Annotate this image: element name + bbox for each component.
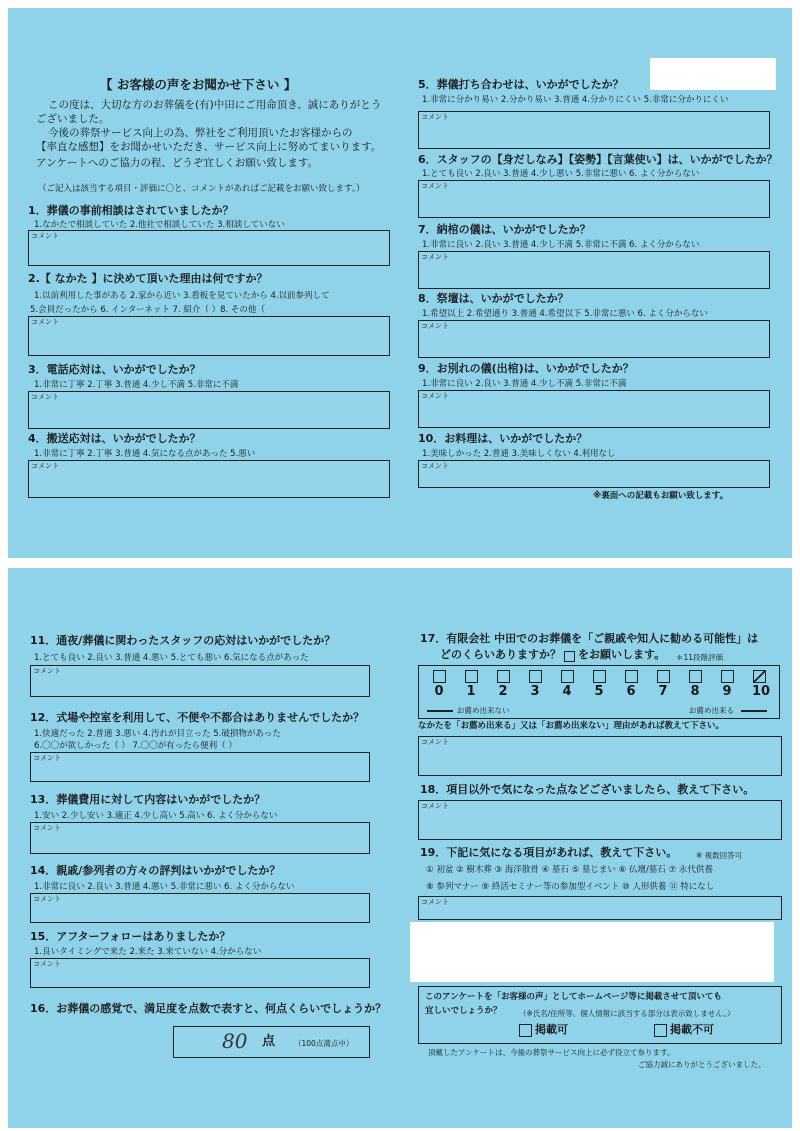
- question-7: 7．納棺の儀は、いかがでしたか？: [418, 223, 591, 236]
- comment-box[interactable]: コメント: [418, 180, 770, 218]
- nps-number-0: 0: [434, 684, 444, 699]
- nps-number-10: 10: [752, 684, 771, 699]
- consent-no-checkbox[interactable]: [654, 1024, 667, 1037]
- question-11-options: 1.とても良い 2.良い 3.普通 4.悪い 5.とても悪い 6.気になる点があった: [34, 653, 309, 663]
- nps-number-5: 5: [594, 684, 604, 699]
- nps-number-7: 7: [658, 684, 668, 699]
- consent-yes-checkbox[interactable]: [519, 1024, 532, 1037]
- q19-items: ⑧ 参列マナー ⑨ 終活セミナー等の参加型イベント ⑩ 人形供養 ⑪ 特になし: [426, 882, 715, 892]
- question-1-options: 1.なかたで相談していた 2.他社で相談していた 3.相談していない: [34, 220, 285, 230]
- survey-sheet-back: [8, 568, 792, 1128]
- nps-number-1: 1: [466, 684, 476, 699]
- right-arrow-icon: [741, 710, 767, 712]
- nps-checkbox-6[interactable]: [625, 670, 638, 683]
- question-12: 12．式場や控室を利用して、不便や不都合はありませんでしたか？: [30, 711, 365, 724]
- comment-box[interactable]: コメント: [28, 460, 390, 498]
- question-10: 10．お料理は、いかがでしたか？: [418, 432, 588, 445]
- q19-note: ※ 複数回答可: [696, 851, 743, 860]
- consent-note: （※氏名/住所等、個人情報に該当する部分は表示致しません。）: [519, 1009, 735, 1018]
- question-3: 3．電話応対は、いかがでしたか？: [28, 363, 201, 376]
- question-17: 17．有限会社 中田でのお葬儀を「ご親戚や知人に勧める可能性」は: [420, 632, 759, 645]
- footer-line: 頂戴したアンケートは、今後の葬祭サービス向上に必ず役立て参ります。: [428, 1048, 675, 1057]
- scale-note: ＊11段階評価: [676, 653, 724, 662]
- check-note: をお願いします。: [578, 648, 666, 661]
- consent-no-label: 掲載不可: [670, 1023, 714, 1036]
- comment-box[interactable]: コメント: [28, 391, 390, 429]
- question-2-options: 1.以前利用した事がある 2.家から近い 3.看板を見ていたから 4.以前参列して: [34, 291, 330, 301]
- question-4: 4．搬送応対は、いかがでしたか？: [28, 432, 201, 445]
- question-15: 15．アフターフォローはありましたか？: [30, 930, 231, 943]
- question-12-options: 1.快適だった 2.普通 3.悪い 4.汚れが目立った 5.破損物があった: [34, 729, 281, 739]
- question-11: 11．通夜/葬儀に関わったスタッフの応対はいかがでしたか？: [30, 634, 336, 647]
- nps-number-3: 3: [530, 684, 540, 699]
- comment-box[interactable]: コメント: [418, 320, 770, 358]
- question-10-options: 1.美味しかった 2.普通 3.美味しくない 4.利用なし: [422, 449, 616, 459]
- question-9-options: 1.非常に良い 2.良い 3.普通 4.少し不満 5.非常に不満: [422, 379, 627, 389]
- q17-reason-prompt: なかたを「お薦め出来る」又は「お薦め出来ない」理由があれば教えて下さい。: [418, 721, 725, 731]
- question-13: 13．葬儀費用に対して内容はいかがでしたか？: [30, 793, 266, 806]
- q19-items: ① 初盆 ② 樹木葬 ③ 海洋散骨 ④ 墓石 ⑤ 墓じまい ⑥ 仏壇/墓石 ⑦ 永代供養: [426, 865, 713, 875]
- intro-line: 【率直な感想】をお聞かせいただき、サービス向上に努めてまいります。: [36, 141, 382, 153]
- nps-checkbox-7[interactable]: [657, 670, 670, 683]
- score-box[interactable]: [173, 1026, 370, 1058]
- consent-box: [418, 986, 782, 1044]
- comment-box[interactable]: コメント: [418, 896, 782, 920]
- instruction-text: （ご記入は該当する項目・評価に〇と、コメントがあればご記載をお願い致します。）: [38, 184, 365, 194]
- question-2-options: 5.会員だったから 6. インターネット 7. 紹介（ ）8. その他（: [30, 305, 265, 315]
- nps-number-2: 2: [498, 684, 508, 699]
- checkbox-example-icon: [564, 651, 575, 662]
- nps-number-6: 6: [626, 684, 636, 699]
- score-note: （100点満点中）: [294, 1039, 354, 1048]
- comment-box[interactable]: コメント: [418, 111, 770, 149]
- left-arrow-icon: [427, 710, 453, 712]
- redacted-area: [650, 58, 776, 90]
- comment-box[interactable]: コメント: [30, 752, 370, 782]
- intro-line: ございました。: [36, 113, 110, 125]
- intro-line: この度は、大切な方のお葬儀を(有)中田にご用命頂き、誠にありがとう: [48, 99, 382, 111]
- nps-number-4: 4: [562, 684, 572, 699]
- question-1: 1．葬儀の事前相談はされていましたか？: [28, 204, 234, 217]
- question-6: 6．スタッフの【身だしなみ】【姿勢】【言葉使い】は、いかがでしたか？: [418, 153, 778, 166]
- question-6-options: 1.とても良い 2.良い 3.普通 4.少し悪い 5.非常に悪い 6. よく分からない: [422, 169, 700, 179]
- score-unit: 点: [262, 1034, 276, 1049]
- question-19: 19．下記に気になる項目があれば、教えて下さい。: [420, 846, 678, 859]
- survey-sheet-front: [8, 8, 792, 558]
- nps-number-9: 9: [722, 684, 732, 699]
- question-4-options: 1.非常に丁寧 2.丁寧 3.普通 4.気になる点があった 5.悪い: [34, 449, 256, 459]
- nps-number-8: 8: [690, 684, 700, 699]
- question-14-options: 1.非常に良い 2.良い 3.普通 4.悪い 5.非常に悪い 6. よく分からない: [34, 882, 295, 892]
- question-2: 2.【 なかた 】に決めて頂いた理由は何ですか？: [28, 272, 268, 285]
- comment-box[interactable]: コメント: [418, 251, 770, 289]
- question-18: 18．項目以外で気になった点などございましたら、教えて下さい。: [420, 783, 755, 796]
- question-5-options: 1.非常に分かり易い 2.分かり易い 3.普通 4.分かりにくい 5.非常に分かりにくい: [422, 95, 729, 105]
- question-7-options: 1.非常に良い 2.良い 3.普通 4.少し不満 5.非常に不満 6. よく分からない: [422, 240, 700, 250]
- nps-checkbox-3[interactable]: [529, 670, 542, 683]
- question-12-options: 6.〇〇が欲しかった（ ） 7.〇〇が有ったら便利（ ）: [34, 741, 237, 751]
- comment-box[interactable]: コメント: [30, 665, 370, 697]
- handwritten-score: 80: [222, 1029, 248, 1053]
- comment-box[interactable]: コメント: [28, 316, 390, 356]
- nps-checkbox-4[interactable]: [561, 670, 574, 683]
- nps-checkbox-10[interactable]: [753, 670, 766, 683]
- redacted-area: [410, 922, 774, 982]
- nps-checkbox-2[interactable]: [497, 670, 510, 683]
- nps-checkbox-5[interactable]: [593, 670, 606, 683]
- question-14: 14．親戚/参列者の方々の評判はいかがでしたか？: [30, 864, 281, 877]
- question-13-options: 1.安い 2.少し安い 3.適正 4.少し高い 5.高い 6. よく分からない: [34, 811, 278, 821]
- question-16: 16．お葬儀の感覚で、満足度を点数で表すと、何点くらいでしょうか？: [30, 1002, 387, 1015]
- consent-yes-label: 掲載可: [535, 1023, 568, 1036]
- nps-checkbox-8[interactable]: [689, 670, 702, 683]
- intro-line: 今後の葬祭サービス向上の為、弊社をご利用頂いたお客様からの: [48, 127, 353, 139]
- comment-box[interactable]: コメント: [418, 390, 770, 428]
- survey-title: 【 お客様の声をお聞かせ下さい 】: [100, 77, 297, 92]
- question-8: 8．祭壇は、いかがでしたか？: [418, 292, 569, 305]
- intro-line: アンケートへのご協力の程、どうぞ宜しくお願い致します。: [36, 157, 319, 169]
- nps-left-label: お薦め出来ない: [457, 706, 510, 715]
- comment-box[interactable]: コメント: [418, 800, 782, 840]
- question-8-options: 1.希望以上 2.希望通り 3.普通 4.希望以下 5.非常に悪い 6. よく分からない: [422, 309, 708, 319]
- footer-line: ご協力誠にありがとうございました。: [638, 1060, 766, 1069]
- back-side-note: ※裏面への記載もお願い致します。: [593, 491, 729, 501]
- nps-scale: [418, 665, 780, 719]
- nps-right-label: お薦め出来る: [689, 706, 734, 715]
- question-9: 9．お別れの儀(出棺)は、いかがでしたか？: [418, 362, 634, 375]
- comment-box[interactable]: コメント: [30, 822, 370, 854]
- comment-box[interactable]: コメント: [418, 736, 782, 776]
- nps-checkbox-9[interactable]: [721, 670, 734, 683]
- question-3-options: 1.非常に丁寧 2.丁寧 3.普通 4.少し不満 5.非常に不満: [34, 380, 239, 390]
- comment-box[interactable]: コメント: [418, 460, 770, 488]
- comment-box[interactable]: コメント: [28, 230, 390, 266]
- consent-line2: 宜しいでしょうか？: [425, 1006, 502, 1016]
- consent-line1: このアンケートを「お客様の声」としてホームページ等に掲載させて頂いても: [425, 992, 722, 1002]
- question-17-line2: どのくらいありますか？: [440, 648, 561, 661]
- nps-checkbox-0[interactable]: [433, 670, 446, 683]
- question-15-options: 1.良いタイミングで来た 2.来た 3.来ていない 4.分からない: [34, 947, 262, 957]
- comment-box[interactable]: コメント: [30, 893, 370, 923]
- question-5: 5．葬儀打ち合わせは、いかがでしたか？: [418, 78, 624, 91]
- nps-checkbox-1[interactable]: [465, 670, 478, 683]
- comment-box[interactable]: コメント: [30, 958, 370, 988]
